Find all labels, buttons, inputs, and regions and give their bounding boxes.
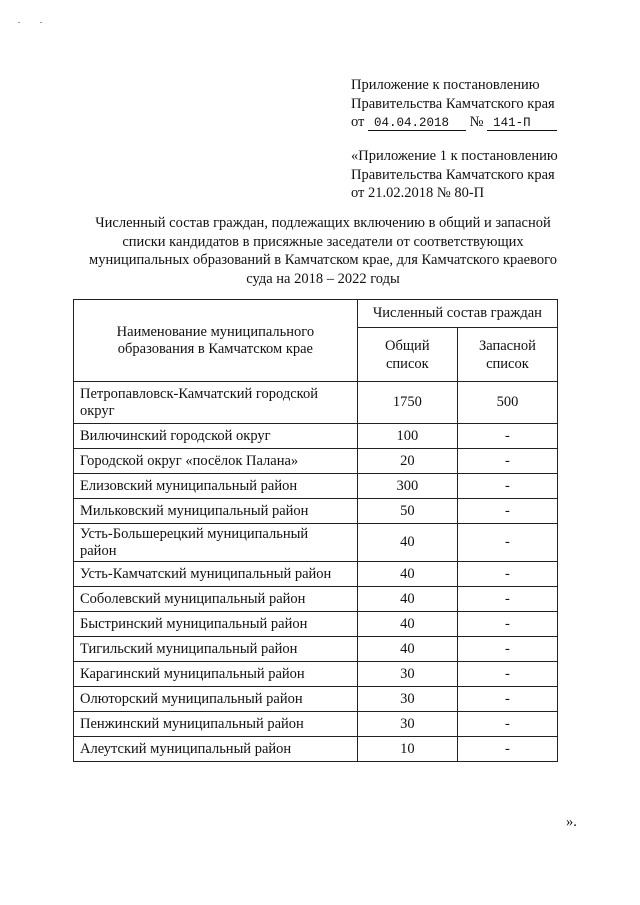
reserve-count: - xyxy=(457,562,557,587)
reserve-count: - xyxy=(457,449,557,474)
table-row xyxy=(74,687,558,712)
appendix-line-1: Приложение к постановлению xyxy=(351,77,540,93)
general-count: 40 xyxy=(357,524,457,562)
general-count: 30 xyxy=(357,662,457,687)
municipality-name: Тигильский муниципальный район xyxy=(74,637,358,662)
municipality-name-line-1: Усть-Большерецкий муниципальный xyxy=(80,525,309,542)
municipality-name: Алеутский муниципальный район xyxy=(74,737,358,762)
municipality-name xyxy=(74,382,358,424)
header-reserve-line-2: список xyxy=(486,355,529,372)
table-row xyxy=(74,524,558,562)
from-label: от xyxy=(351,114,365,130)
general-count: 30 xyxy=(357,712,457,737)
scan-speck xyxy=(18,22,20,23)
reserve-count: - xyxy=(457,612,557,637)
general-count: 300 xyxy=(357,474,457,499)
municipality-name: Соболевский муниципальный район xyxy=(74,587,358,612)
header-general-list xyxy=(357,328,457,382)
appendix-line-2: Правительства Камчатского края xyxy=(351,95,555,112)
previous-appendix-line-1: «Приложение 1 к постановлению xyxy=(351,148,558,164)
municipality-name: Городской округ «посёлок Палана» xyxy=(74,449,358,474)
reserve-count: - xyxy=(457,474,557,499)
table-row xyxy=(74,712,558,737)
municipality-name-line-2: округ xyxy=(80,402,115,419)
title-line-2: списки кандидатов в присяжные заседатели от соответствующих xyxy=(122,233,524,250)
table-row xyxy=(74,587,558,612)
header-reserve-line-1: Запасной xyxy=(478,337,536,354)
header-citizens-count: Численный состав граждан xyxy=(357,300,557,328)
municipality-name: Мильковский муниципальный район xyxy=(74,499,358,524)
reserve-count: - xyxy=(457,524,557,562)
reserve-count: - xyxy=(457,662,557,687)
municipality-name: Елизовский муниципальный район xyxy=(74,474,358,499)
header-reserve-list xyxy=(457,328,557,382)
table-row xyxy=(74,637,558,662)
table-row xyxy=(74,382,558,424)
municipality-name-line-1: Петропавловск-Камчатский городской xyxy=(80,385,318,402)
reserve-count: - xyxy=(457,637,557,662)
decree-number: 141-П xyxy=(487,116,557,131)
previous-appendix-line-3: от 21.02.2018 № 80-П xyxy=(351,185,485,201)
general-count: 100 xyxy=(357,424,457,449)
general-count: 40 xyxy=(357,637,457,662)
document-title xyxy=(74,214,572,288)
general-count: 1750 xyxy=(357,382,457,424)
header-municipality-line-2: образования в Камчатском крае xyxy=(117,340,313,357)
reserve-count: - xyxy=(457,737,557,762)
table-row xyxy=(74,562,558,587)
table-row xyxy=(74,737,558,762)
number-label: № xyxy=(469,114,484,130)
header-municipality xyxy=(74,300,358,382)
reserve-count: - xyxy=(457,712,557,737)
reserve-count: - xyxy=(457,499,557,524)
header-municipality-line-1: Наименование муниципального xyxy=(116,323,315,340)
general-count: 40 xyxy=(357,562,457,587)
municipality-name xyxy=(74,524,358,562)
table-row xyxy=(74,424,558,449)
municipality-name: Вилючинский городской округ xyxy=(74,424,358,449)
municipality-name: Быстринский муниципальный район xyxy=(74,612,358,637)
general-count: 30 xyxy=(357,687,457,712)
closing-quote: ». xyxy=(566,814,577,830)
reserve-count: 500 xyxy=(457,382,557,424)
reserve-count: - xyxy=(457,687,557,712)
table-row xyxy=(74,474,558,499)
header-general-line-1: Общий xyxy=(385,337,430,354)
previous-appendix-line-2: Правительства Камчатского края xyxy=(351,166,555,183)
municipality-name: Карагинский муниципальный район xyxy=(74,662,358,687)
jurors-table xyxy=(73,299,558,762)
table-row xyxy=(74,662,558,687)
general-count: 50 xyxy=(357,499,457,524)
municipality-name-line-2: район xyxy=(80,542,117,559)
reserve-count: - xyxy=(457,587,557,612)
header-general-line-2: список xyxy=(385,355,429,372)
municipality-name: Олюторский муниципальный район xyxy=(74,687,358,712)
general-count: 40 xyxy=(357,587,457,612)
scan-speck xyxy=(40,22,42,23)
general-count: 10 xyxy=(357,737,457,762)
table-header-row xyxy=(74,300,558,328)
decree-date: 04.04.2018 xyxy=(368,116,466,131)
table-row xyxy=(74,612,558,637)
municipality-name: Усть-Камчатский муниципальный район xyxy=(74,562,358,587)
title-line-3: муниципальных образований в Камчатском крае, для Камчатского краевого xyxy=(89,252,557,268)
previous-appendix-header xyxy=(351,147,558,203)
municipality-name: Пенжинский муниципальный район xyxy=(74,712,358,737)
table-row xyxy=(74,449,558,474)
reserve-count: - xyxy=(457,424,557,449)
appendix-date-line xyxy=(351,113,557,132)
general-count: 40 xyxy=(357,612,457,637)
title-line-1: Численный состав граждан, подлежащих включению в общий и запасной xyxy=(95,215,551,231)
table-row xyxy=(74,499,558,524)
title-line-4: суда на 2018 – 2022 годы xyxy=(246,270,400,287)
appendix-header xyxy=(351,76,557,132)
general-count: 20 xyxy=(357,449,457,474)
